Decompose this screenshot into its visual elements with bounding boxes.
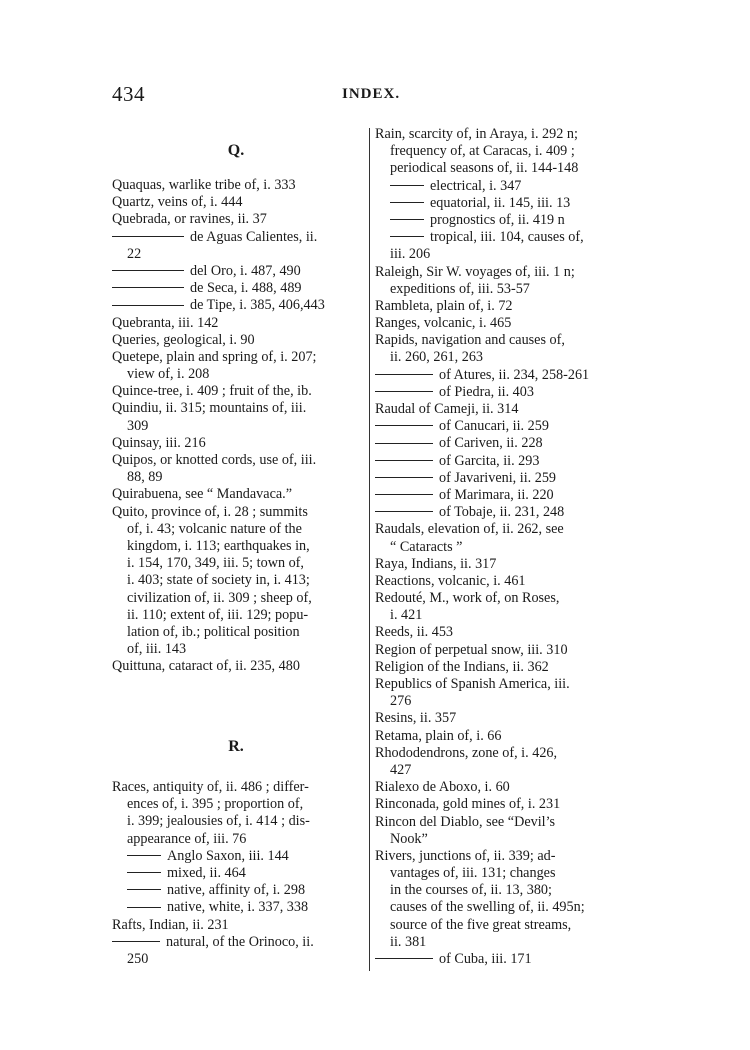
index-entry-text: Quipos, or knotted cords, use of, iii. (112, 452, 317, 468)
index-entry-text: Quirabuena, see “ Mandavaca.” (112, 486, 293, 503)
index-entry-line (375, 814, 630, 831)
index-entry-line (112, 934, 360, 951)
index-entry-line (375, 212, 630, 229)
ditto-rule (375, 958, 433, 959)
index-entry-line (375, 504, 630, 521)
index-entry-text: Reeds, ii. 453 (375, 624, 454, 641)
index-entry-line (112, 572, 360, 589)
index-entry-text: expeditions of, iii. 53-57 (390, 280, 530, 297)
entries-r-left (112, 779, 360, 968)
index-entry-line (375, 762, 630, 779)
index-entry-line (375, 246, 630, 263)
index-entry-line (375, 160, 630, 177)
index-entry-text: Rafts, Indian, ii. 231 (112, 916, 229, 933)
index-entry-line (375, 573, 630, 590)
index-entry-text: Ranges, volcanic, i. 465 (375, 315, 512, 332)
index-entry-text: Raudal of Cameji, ii. 314 (375, 401, 519, 417)
index-entry-line (375, 401, 630, 418)
ditto-rule (390, 202, 424, 203)
index-entry-line (375, 934, 630, 951)
index-entry-text: i. 154, 170, 349, iii. 5; town of, (127, 555, 304, 572)
index-entry-line (112, 899, 360, 916)
index-entry-line (375, 831, 630, 848)
index-entry-text: of Cariven, ii. 228 (439, 435, 543, 452)
index-entry-line (112, 383, 360, 400)
index-entry-line (112, 607, 360, 624)
index-entry-line (375, 848, 630, 865)
index-entry-text: Region of perpetual snow, iii. 310 (375, 641, 568, 658)
index-entry-text: de Tipe, i. 385, 406,443 (190, 297, 325, 314)
index-entry-line (375, 195, 630, 212)
index-entry-line (112, 177, 360, 194)
index-entry-text: of Cuba, iii. 171 (439, 951, 532, 967)
ditto-rule (127, 855, 161, 856)
index-entry-text: “ Cataracts ” (390, 538, 463, 555)
index-entry-text: Retama, plain of, i. 66 (375, 727, 502, 744)
index-entry-line (112, 641, 360, 658)
index-entry-line (375, 917, 630, 934)
ditto-rule (375, 425, 433, 426)
index-entry-text: of Marimara, ii. 220 (439, 486, 554, 503)
index-entry-text: Quartz, veins of, i. 444 (112, 194, 243, 211)
index-entry-line (375, 710, 630, 727)
section-heading-r: R. (228, 738, 244, 755)
index-entry-text: Quebrada, or ravines, ii. 37 (112, 211, 267, 228)
index-entry-text: Raudals, elevation of, ii. 262, see (375, 521, 564, 538)
index-entry-text: 427 (390, 761, 412, 778)
index-entry-text: mixed, ii. 464 (167, 864, 246, 881)
index-entry-line (112, 435, 360, 452)
index-entry-line (375, 607, 630, 624)
ditto-rule (127, 872, 161, 873)
column-divider (369, 128, 370, 971)
index-entry-text: 276 (390, 693, 412, 710)
index-entry-line (112, 882, 360, 899)
index-entry-text: 309 (127, 417, 149, 434)
index-entry-line (375, 384, 630, 401)
index-entry-text: Quinsay, iii. 216 (112, 434, 206, 451)
index-entry-text: in the courses of, ii. 13, 380; (390, 882, 552, 899)
index-entry-text: kingdom, i. 113; earthquakes in, (127, 537, 310, 554)
index-entry-line (375, 951, 630, 968)
index-entry-line (375, 298, 630, 315)
index-entry-line (375, 315, 630, 332)
ditto-rule (375, 460, 433, 461)
index-entry-text: Queries, geological, i. 90 (112, 331, 255, 348)
index-entry-line (112, 779, 360, 796)
index-entry-line (375, 281, 630, 298)
index-entry-text: Rain, scarcity of, in Araya, i. 292 n; (375, 126, 578, 142)
index-entry-line (375, 882, 630, 899)
ditto-rule (112, 270, 184, 271)
index-entry-text: ii. 110; extent of, iii. 129; popu- (127, 606, 309, 623)
index-entry-line (112, 297, 360, 314)
index-entry-text: source of the five great streams, (390, 916, 572, 933)
index-entry-line (112, 349, 360, 366)
index-entry-line (112, 848, 360, 865)
index-entry-text: electrical, i. 347 (430, 177, 522, 194)
index-entry-text: Redouté, M., work of, on Roses, (375, 590, 560, 607)
index-entry-text: of Javariveni, ii. 259 (439, 469, 557, 486)
index-entry-line (375, 796, 630, 813)
index-entry-line (375, 453, 630, 470)
index-entry-text: ii. 260, 261, 263 (390, 349, 484, 366)
index-entry-line (112, 917, 360, 934)
index-entry-text: of Garcita, ii. 293 (439, 452, 540, 469)
index-entry-line (112, 400, 360, 417)
index-entry-line (112, 452, 360, 469)
ditto-rule (375, 477, 433, 478)
index-entry-line (112, 590, 360, 607)
index-entry-text: ii. 381 (390, 933, 427, 950)
index-entry-text: Quindiu, ii. 315; mountains of, iii. (112, 400, 307, 417)
index-entry-text: equatorial, ii. 145, iii. 13 (430, 194, 571, 211)
index-entry-line (375, 642, 630, 659)
index-entry-text: tropical, iii. 104, causes of, (430, 229, 584, 246)
index-entry-text: causes of the swelling of, ii. 495n; (390, 899, 585, 916)
index-entry-line (112, 555, 360, 572)
ditto-rule (127, 889, 161, 890)
section-heading-q: Q. (227, 142, 245, 159)
index-entry-line (112, 366, 360, 383)
index-entry-line (112, 211, 360, 228)
index-entry-text: of, iii. 143 (127, 641, 187, 658)
index-entry-line (112, 418, 360, 435)
index-entry-line (375, 676, 630, 693)
index-entry-line (112, 486, 360, 503)
index-entry-text: lation of, ib.; political position (127, 623, 300, 640)
index-entry-line (375, 590, 630, 607)
index-entry-line (375, 178, 630, 195)
index-entry-text: Rhododendrons, zone of, i. 426, (375, 744, 558, 761)
index-entry-text: ences of, i. 395 ; proportion of, (127, 796, 304, 813)
index-entry-text: del Oro, i. 487, 490 (190, 262, 301, 279)
ditto-rule (375, 443, 433, 444)
index-entry-text: Religion of the Indians, ii. 362 (375, 658, 549, 675)
index-entry-text: of Tobaje, ii. 231, 248 (439, 504, 565, 521)
index-entry-line (375, 728, 630, 745)
index-entry-line (375, 899, 630, 916)
ditto-rule (112, 941, 160, 942)
index-entry-line (112, 246, 360, 263)
entries-r-right (375, 126, 630, 968)
index-entry-text: of Canucari, ii. 259 (439, 418, 549, 435)
ditto-rule (375, 494, 433, 495)
index-entry-line (112, 865, 360, 882)
ditto-rule (390, 236, 424, 237)
index-entry-line (375, 143, 630, 160)
index-entry-text: Reactions, volcanic, i. 461 (375, 572, 526, 589)
index-entry-text: Races, antiquity of, ii. 486 ; differ- (112, 779, 309, 795)
index-entry-line (375, 693, 630, 710)
index-entry-text: 88, 89 (127, 469, 163, 486)
index-entry-text: Rivers, junctions of, ii. 339; ad- (375, 847, 556, 864)
index-entry-line (112, 538, 360, 555)
index-entry-line (112, 263, 360, 280)
index-entry-line (375, 332, 630, 349)
index-entry-text: de Seca, i. 488, 489 (190, 280, 302, 297)
index-entry-text: Quebranta, iii. 142 (112, 314, 219, 331)
index-entry-text: Quince-tree, i. 409 ; fruit of the, ib. (112, 383, 312, 400)
index-entry-text: natural, of the Orinoco, ii. (166, 933, 314, 950)
index-entry-line (375, 126, 630, 143)
index-entry-line (375, 470, 630, 487)
index-entry-text: Rambleta, plain of, i. 72 (375, 297, 513, 314)
index-entry-line (112, 831, 360, 848)
index-entry-line (375, 624, 630, 641)
index-entry-line (375, 779, 630, 796)
index-entry-line (375, 367, 630, 384)
index-entry-line (112, 229, 360, 246)
ditto-rule (390, 185, 424, 186)
index-entry-line (375, 745, 630, 762)
index-entry-text: iii. 206 (390, 246, 431, 263)
ditto-rule (375, 391, 433, 392)
ditto-rule (375, 374, 433, 375)
index-entry-text: Rialexo de Aboxo, i. 60 (375, 779, 510, 796)
index-entry-line (112, 504, 360, 521)
index-entry-line (112, 624, 360, 641)
index-entry-text: Raleigh, Sir W. voyages of, iii. 1 n; (375, 263, 575, 280)
index-entry-line (375, 264, 630, 281)
page-header (112, 82, 632, 108)
index-entry-text: civilization of, ii. 309 ; sheep of, (127, 589, 312, 606)
index-entry-line (375, 521, 630, 538)
index-entry-text: view of, i. 208 (127, 366, 210, 383)
index-entry-text: Rapids, navigation and causes of, (375, 332, 565, 349)
entries-q (112, 177, 360, 675)
ditto-rule (390, 219, 424, 220)
index-entry-line (375, 865, 630, 882)
index-entry-line (112, 332, 360, 349)
index-entry-text: 22 (127, 245, 142, 262)
index-entry-text: Nook” (390, 830, 428, 847)
index-entry-text: periodical seasons of, ii. 144-148 (390, 160, 579, 177)
index-entry-text: Resins, ii. 357 (375, 710, 457, 727)
index-entry-text: Rinconada, gold mines of, i. 231 (375, 796, 561, 813)
ditto-rule (112, 287, 184, 288)
index-entry-text: appearance of, iii. 76 (127, 830, 247, 847)
index-entry-line (112, 951, 360, 968)
index-entry-text: Rincon del Diablo, see “Devil’s (375, 813, 556, 830)
index-entry-line (375, 659, 630, 676)
index-entry-text: native, affinity of, i. 298 (167, 882, 306, 899)
index-entry-line (375, 349, 630, 366)
index-entry-text: native, white, i. 337, 338 (167, 899, 309, 916)
index-entry-line (112, 796, 360, 813)
index-entry-line (112, 280, 360, 297)
index-entry-line (112, 315, 360, 332)
index-entry-line (112, 813, 360, 830)
index-entry-text: Quito, province of, i. 28 ; summits (112, 503, 308, 520)
index-entry-line (375, 539, 630, 556)
index-entry-text: prognostics of, ii. 419 n (430, 211, 565, 228)
index-entry-text: of Atures, ii. 234, 258-261 (439, 366, 590, 383)
index-entry-text: i. 421 (390, 607, 423, 624)
index-entry-text: 250 (127, 950, 149, 967)
index-entry-line (112, 658, 360, 675)
index-entry-line (112, 469, 360, 486)
index-entry-text: Republics of Spanish America, iii. (375, 676, 570, 692)
index-entry-line (112, 521, 360, 538)
running-title: INDEX. (342, 86, 401, 102)
index-entry-line (375, 229, 630, 246)
index-entry-line (375, 487, 630, 504)
index-entry-text: i. 399; jealousies of, i. 414 ; dis- (127, 813, 310, 830)
index-entry-line (112, 194, 360, 211)
ditto-rule (375, 511, 433, 512)
ditto-rule (112, 236, 184, 237)
index-entry-text: Quetepe, plain and spring of, i. 207; (112, 348, 317, 365)
index-entry-line (375, 435, 630, 452)
index-entry-line (375, 418, 630, 435)
index-entry-text: i. 403; state of society in, i. 413; (127, 572, 310, 589)
index-entry-line (375, 556, 630, 573)
index-entry-text: vantages of, iii. 131; changes (390, 865, 556, 882)
index-entry-text: Anglo Saxon, iii. 144 (167, 847, 289, 864)
index-entry-text: of, i. 43; volcanic nature of the (127, 520, 302, 537)
page-number: 434 (112, 82, 145, 106)
index-entry-text: Raya, Indians, ii. 317 (375, 555, 497, 572)
index-entry-text: of Piedra, ii. 403 (439, 383, 534, 400)
index-entry-text: frequency of, at Caracas, i. 409 ; (390, 143, 575, 160)
ditto-rule (127, 907, 161, 908)
index-entry-text: Quaquas, warlike tribe of, i. 333 (112, 177, 296, 193)
index-entry-text: de Aguas Calientes, ii. (190, 228, 318, 245)
ditto-rule (112, 305, 184, 306)
index-entry-text: Quittuna, cataract of, ii. 235, 480 (112, 658, 300, 675)
